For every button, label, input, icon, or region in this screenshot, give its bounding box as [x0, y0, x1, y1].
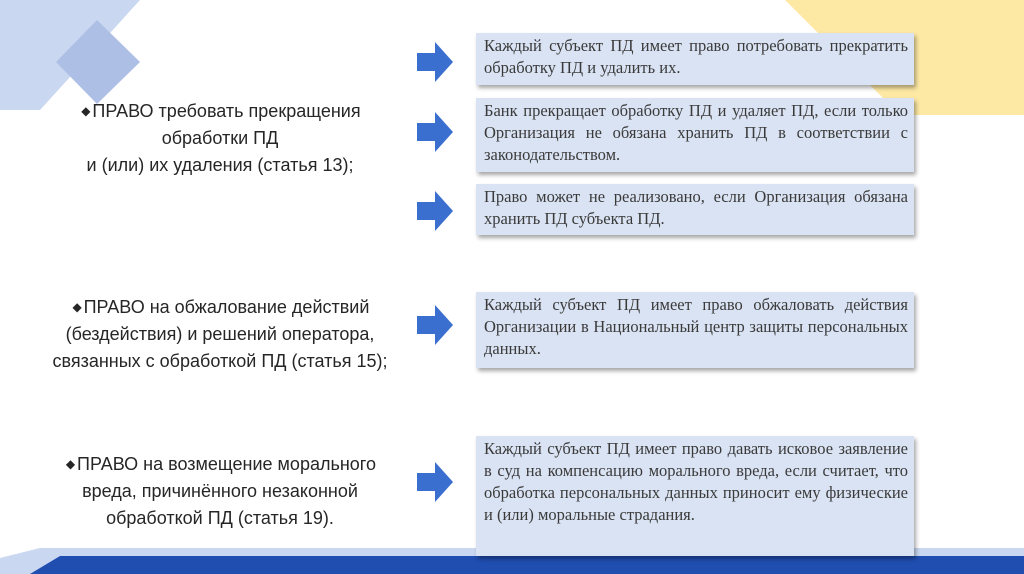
- diamond-bullet-icon: ◆: [65, 457, 76, 471]
- info-box-5: [476, 436, 914, 556]
- info-box-1-text: Каждый субъект ПД имеет право потребовать прекратить обработку ПД и удалить их.: [484, 36, 908, 77]
- right-item-2: [30, 294, 410, 375]
- info-box-3: [476, 184, 914, 235]
- right-arrow-icon: [417, 305, 453, 345]
- right-arrow-icon: [417, 112, 453, 152]
- info-box-1: [476, 33, 914, 85]
- right-item-3-text: ПРАВО на возмещение морального вреда, причинённого незаконной обработкой ПД (статья 19).: [77, 454, 376, 528]
- right-arrow-icon: [417, 42, 453, 82]
- diamond-bullet-icon: ◆: [81, 104, 91, 118]
- deco-bottom-blue-bar: [30, 556, 1024, 574]
- right-item-2-text: ПРАВО на обжалование действий (бездействия) и решений оператора, связанных с обработкой ПД (статья 15);: [52, 297, 388, 371]
- diamond-bullet-icon: ◆: [72, 300, 82, 314]
- right-arrow-icon: [417, 462, 453, 502]
- info-box-5-text: Каждый субъект ПД имеет право давать исковое заявление в суд на компенсацию морального вреда, если считает, что обработка персональных данных приносит ему физические и (или) моральные страдания.: [484, 439, 908, 524]
- info-box-2-text: Банк прекращает обработку ПД и удаляет ПД, если только Организация не обязана хранить ПД в соответствии с законодательством.: [484, 101, 908, 164]
- info-box-3-text: Право может не реализовано, если Организация обязана хранить ПД субъекта ПД.: [484, 187, 908, 228]
- right-item-1: [30, 98, 410, 179]
- right-item-1-text: ПРАВО требовать прекращения обработки ПД и (или) их удаления (статья 13);: [86, 101, 361, 175]
- right-item-3: [30, 451, 410, 532]
- info-box-2: [476, 98, 914, 172]
- info-box-4-text: Каждый субъект ПД имеет право обжаловать действия Организации в Национальный центр защиты персональных данных.: [484, 295, 908, 358]
- info-box-4: [476, 292, 914, 368]
- right-arrow-icon: [417, 191, 453, 231]
